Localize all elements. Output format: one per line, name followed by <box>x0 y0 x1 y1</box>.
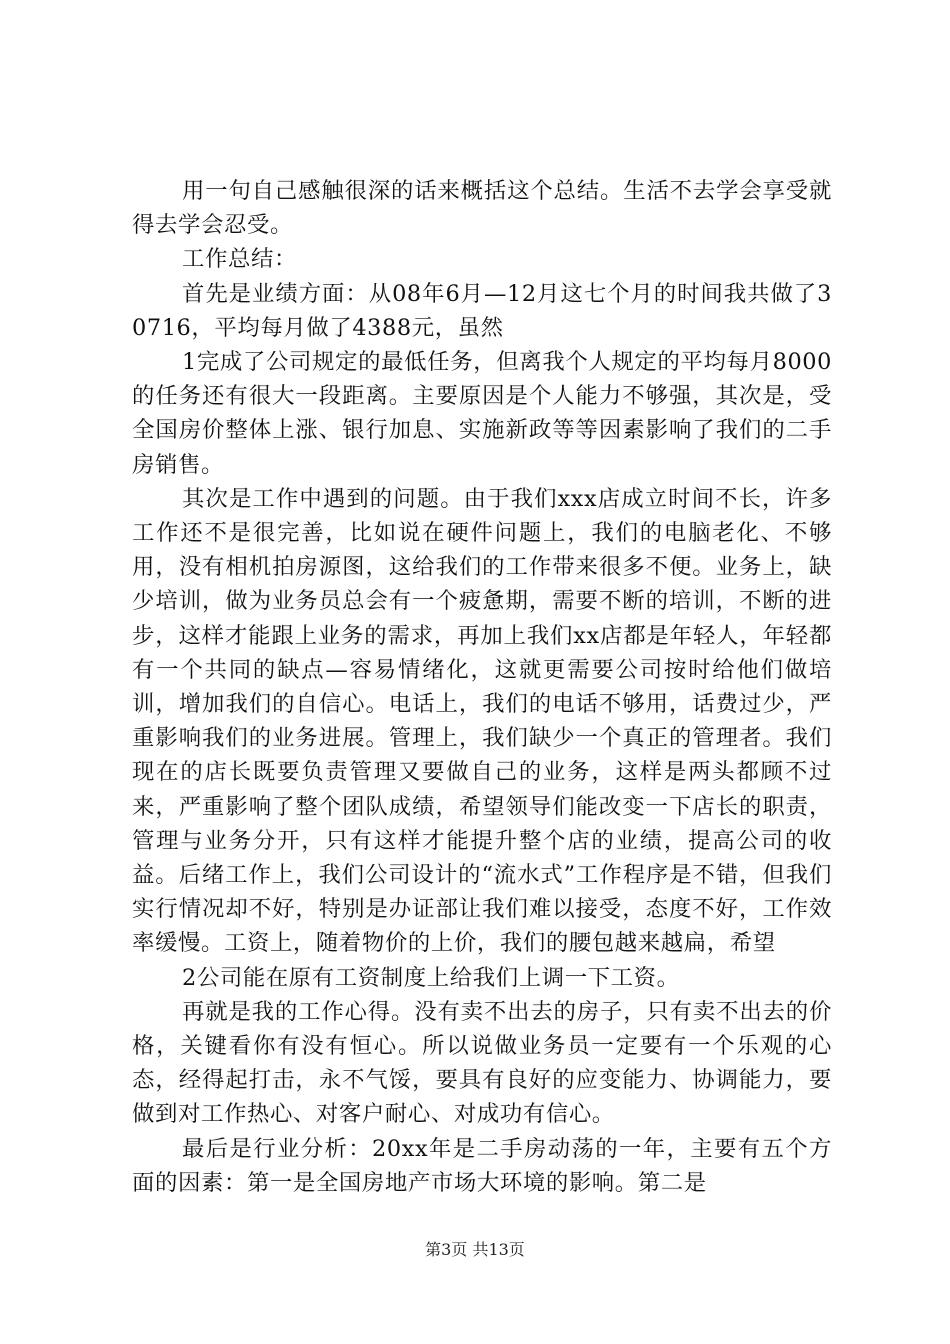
paragraph-summary-quote: 用一句自己感触很深的话来概括这个总结。生活不去学会享受就得去学会忍受。 <box>132 178 832 239</box>
document-body <box>132 174 832 1200</box>
paragraph-problems: 其次是工作中遇到的问题。由于我们xxx店成立时间不长，许多工作还不是很完善，比如说在硬件问题上，我们的电脑老化、不够用，没有相机拍房源图，这给我们的工作带来很多不便。业务上，缺少培训，做为业务员总会有一个疲惫期，需要不断的培训，不断的进步，这样才能跟上业务的需求，再加上我们xx店都是年轻人，年轻都有一个共同的缺点—容易情绪化，这就更需要公司按时给他们做培训，增加我们的自信心。电话上，我们的电话不够用，话费过少，严重影响我们的业务进展。管理上，我们缺少一个真正的管理者。我们现在的店长既要负责管理又要做自己的业务，这样是两头都顾不过来，严重影响了整个团队成绩，希望领导们能改变一下店长的职责，管理与业务分开，只有这样才能提升整个店的业绩，提高公司的收益。后绪工作上，我们公司设计的“流水式”工作程序是不错，但我们实行情况却不好，特别是办证部让我们难以接受，态度不好，工作效率缓慢。工资上，随着物价的上价，我们的腰包越来越扁，希望 <box>132 485 832 957</box>
paragraph-performance: 首先是业绩方面：从08年6月—12月这七个月的时间我共做了30716，平均每月做了4388元，虽然 <box>132 280 832 341</box>
paragraph-industry-analysis: 最后是行业分析：20xx年是二手房动荡的一年，主要有五个方面的因素：第一是全国房地产市场大环境的影响。第二是 <box>132 1135 832 1196</box>
paragraph-task-completion: 1完成了公司规定的最低任务，但离我个人规定的平均每月8000的任务还有很大一段距离。主要原因是个人能力不够强，其次是，受全国房价整体上涨、银行加息、实施新政等等因素影响了我们的二手房销售。 <box>132 349 832 478</box>
paragraph-work-summary-heading: 工作总结： <box>182 246 297 273</box>
page-number-footer: 第3页 共13页 <box>425 1240 525 1259</box>
paragraph-salary-request: 2公司能在原有工资制度上给我们上调一下工资。 <box>182 964 680 991</box>
paragraph-experience: 再就是我的工作心得。没有卖不出去的房子，只有卖不出去的价格，关键看你有没有恒心。所以说做业务员一定要有一个乐观的心态，经得起打击，永不气馁，要具有良好的应变能力、协调能力，要做到对工作热心、对客户耐心、对成功有信心。 <box>132 998 832 1128</box>
